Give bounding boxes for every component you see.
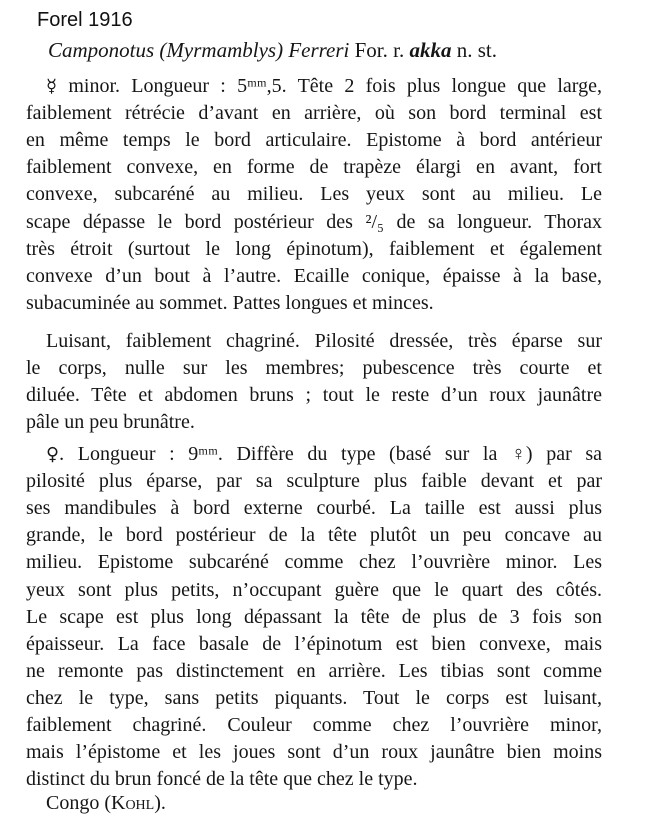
- text-line: [26, 264, 602, 288]
- race-name: akka: [409, 38, 452, 62]
- line-text: le corps, nulle sur les membres; pubescence très courte et: [26, 357, 602, 380]
- genus-name: Camponotus (Myrmamblys): [48, 38, 284, 62]
- text-line: [26, 767, 418, 791]
- author-rank: For. r.: [354, 38, 405, 62]
- line-text: pilosité plus éparse, par sa sculpture plus faible devant et par: [26, 470, 602, 493]
- line-text: distinct du brun foncé de la tête que chez le type.: [26, 768, 418, 791]
- line-text: ne remonte pas distinctement en arrière. Les tibias sont comme: [26, 659, 602, 682]
- text-line: [46, 791, 166, 815]
- line-text: Luisant, faiblement chagriné. Pilosité dressée, très éparse sur: [46, 330, 602, 352]
- line-text: faiblement chagriné. Couleur comme chez l’ouvrière minor,: [26, 714, 602, 736]
- line-text: épaisseur. La face basale de l’épinotum est bien convexe, mais: [26, 632, 602, 655]
- text-line: [26, 632, 602, 656]
- line-text: en même temps le bord articulaire. Epistome à bord antérieur: [26, 129, 602, 152]
- text-line: [46, 442, 602, 467]
- line-text: subacuminée au sommet. Pattes longues et minces.: [26, 291, 434, 314]
- text-line: [26, 578, 602, 602]
- line-text: chez le type, sans petits piquants. Tout le corps est luisant,: [26, 686, 602, 709]
- taxon-status: n. st.: [456, 38, 497, 62]
- line-text: . Longueur : 9ᵐᵐ. Diffère du type (basé sur la ♀) par sa: [59, 443, 602, 465]
- species-name: Ferreri: [288, 38, 350, 62]
- text-line: [26, 356, 602, 380]
- text-line: [26, 210, 602, 234]
- line-text: scape dépasse le bord postérieur des ²/₅ de sa longueur. Thorax: [26, 210, 602, 233]
- text-line: [26, 740, 602, 764]
- species-heading: [48, 38, 497, 63]
- line-text: milieu. Epistome subcaréné comme chez l’ouvrière minor. Les: [26, 551, 602, 574]
- line-text: ses mandibules à bord externe courbé. La taille est aussi plus: [26, 497, 602, 520]
- text-line: [26, 550, 602, 574]
- line-text: diluée. Tête et abdomen bruns ; tout le reste d’un roux jaunâtre: [26, 384, 602, 407]
- text-line: [26, 713, 602, 737]
- line-text: Congo (: [46, 792, 111, 814]
- line-text: faiblement rétrécie d’avant en arrière, où son bord terminal est: [26, 102, 602, 125]
- text-line: [26, 128, 602, 152]
- text-line: [26, 496, 602, 520]
- text-line: [26, 383, 602, 407]
- line-text: mais l’épistome et les joues sont d’un roux jaunâtre bien moins: [26, 741, 602, 764]
- text-line: [26, 410, 195, 434]
- text-line: [26, 523, 602, 547]
- collector-name: Kohl: [111, 792, 155, 814]
- line-text: minor. Longueur : 5ᵐᵐ,5. Tête 2 fois plus longue que large,: [57, 75, 602, 97]
- line-text: pâle un peu brunâtre.: [26, 411, 195, 434]
- text-line: [26, 182, 602, 206]
- text-line: [26, 237, 602, 261]
- text-line: [26, 291, 434, 315]
- line-text: faiblement convexe, en forme de trapèze élargi en avant, fort: [26, 156, 602, 179]
- text-line: [26, 686, 602, 710]
- caste-symbol: ♀: [46, 444, 60, 465]
- line-text: convexe d’un bout à l’autre. Ecaille conique, épaisse à la base,: [26, 264, 602, 287]
- text-line: [26, 659, 602, 683]
- line-text: Le scape est plus long dépassant la tête de plus de 3 fois son: [26, 605, 602, 628]
- line-text: convexe, subcaréné au milieu. Les yeux sont au milieu. Le: [26, 183, 602, 206]
- text-line: [46, 329, 602, 353]
- text-line: [26, 101, 602, 125]
- line-text: ).: [154, 792, 166, 814]
- source-label: Forel 1916: [37, 9, 133, 31]
- text-line: [26, 469, 602, 493]
- line-text: yeux sont plus petits, n’occupant guère que le quart des côtés.: [26, 578, 602, 601]
- line-text: très étroit (surtout le long épinotum), faiblement et également: [26, 237, 602, 260]
- text-line: [26, 605, 602, 629]
- text-line: [26, 155, 602, 179]
- caste-symbol: ☿: [46, 76, 58, 97]
- line-text: grande, le bord postérieur de la tête plutôt un peu concave au: [26, 524, 602, 547]
- text-line: [46, 74, 602, 99]
